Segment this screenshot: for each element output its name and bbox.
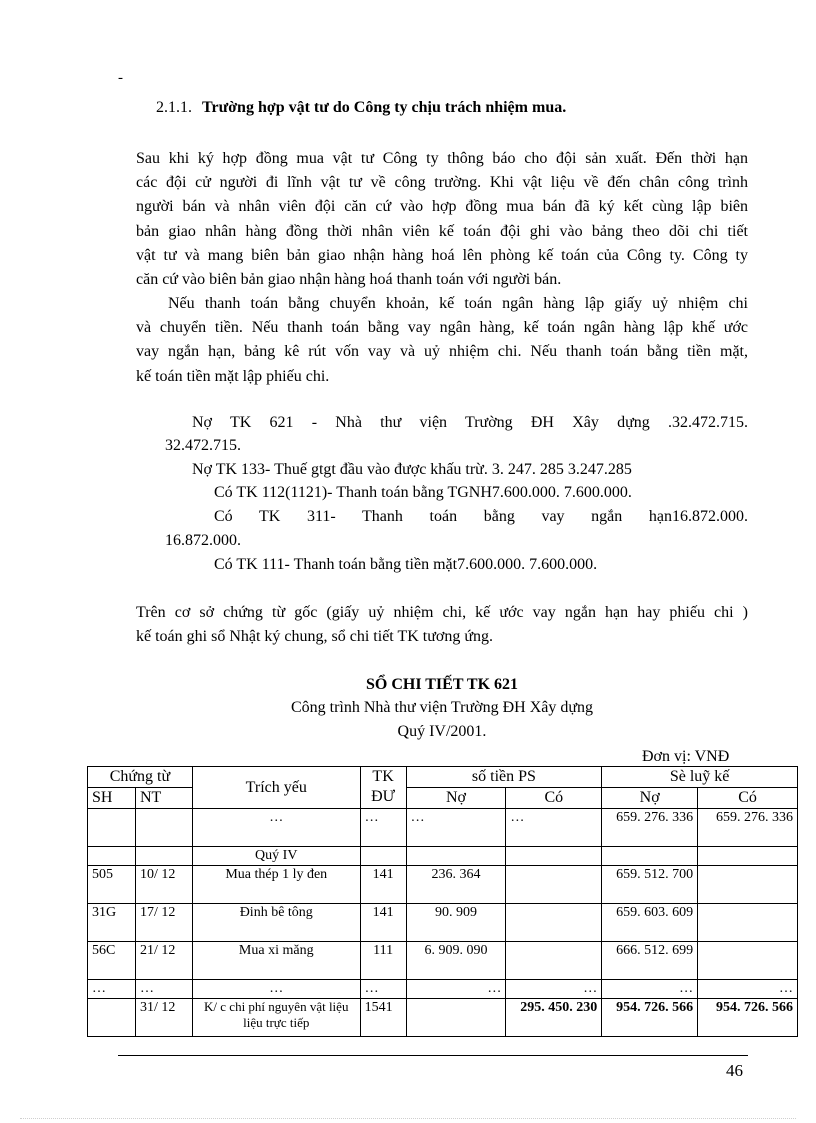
cell-credit <box>506 904 602 942</box>
cell-account: 111 <box>360 942 406 980</box>
header-amount: số tiền PS <box>406 767 602 788</box>
cell-cum-debit: 666. 512. 699 <box>602 942 698 980</box>
cell-debit <box>406 847 506 866</box>
table-row-total <box>88 999 798 1037</box>
table-row <box>88 866 798 904</box>
cell-summary: … <box>192 980 360 999</box>
cell-sh: 31G <box>88 904 136 942</box>
header-credit: Có <box>506 788 602 809</box>
cell-debit: … <box>406 809 506 847</box>
header-account: TK ĐƯ <box>360 767 406 809</box>
cell-debit: 6. 909. 090 <box>406 942 506 980</box>
footer-divider <box>118 1055 748 1056</box>
cell-debit: 236. 364 <box>406 866 506 904</box>
cell-nt: 10/ 12 <box>135 866 192 904</box>
ledger-subtitle: Công trình Nhà thư viện Trường ĐH Xây dựng <box>290 699 594 716</box>
cell-summary: K/ c chi phí nguyên vật liệu liệu trực tiếp <box>192 999 360 1037</box>
ledger-title: SỔ CHI TIẾT TK 621 <box>365 676 519 693</box>
paragraph-bookkeeping <box>136 601 748 649</box>
table-row <box>88 904 798 942</box>
cell-cum-credit <box>698 847 798 866</box>
cell-sh <box>88 809 136 847</box>
cell-credit: 295. 450. 230 <box>506 999 602 1037</box>
cell-cum-debit: 659. 512. 700 <box>602 866 698 904</box>
table-row <box>88 942 798 980</box>
text-line: vay ngắn hạn, bảng kê rút vốn vay và uỷ nhiệm chi. Nếu thanh toán bằng tiền mặt, <box>136 343 748 361</box>
cell-sh: … <box>88 980 136 999</box>
ledger-table <box>87 766 798 1037</box>
table-header-row <box>88 767 798 788</box>
cell-sh <box>88 847 136 866</box>
cell-cum-credit <box>698 866 798 904</box>
cell-nt: … <box>135 980 192 999</box>
cell-nt <box>135 847 192 866</box>
text-line: các đội cử người đi lĩnh vật tư về công trường. Khi vật liệu về đến chân công trình <box>136 174 748 192</box>
text-line: kế toán ghi sổ Nhật ký chung, sổ chi tiết TK tương ứng. <box>136 628 494 646</box>
cell-account: … <box>360 809 406 847</box>
cell-nt: 31/ 12 <box>135 999 192 1037</box>
cell-account <box>360 847 406 866</box>
cell-summary: … <box>192 809 360 847</box>
header-sh: SH <box>88 788 136 809</box>
cell-nt <box>135 809 192 847</box>
cell-debit <box>406 999 506 1037</box>
text-line: người bán và nhân viên đội căn cứ vào hợp đồng mua bán đã ký kết cùng lập biên <box>136 198 748 216</box>
journal-entry-debit-621 <box>192 411 748 435</box>
table-row <box>88 809 798 847</box>
cell-nt: 21/ 12 <box>135 942 192 980</box>
cell-cum-debit <box>602 847 698 866</box>
cell-debit: … <box>406 980 506 999</box>
section-number: 2.1.1. <box>156 99 192 116</box>
page-edge-dotted-line <box>20 1118 796 1119</box>
section-heading <box>156 99 566 117</box>
cell-summary: Quý IV <box>192 847 360 866</box>
header-debit: Nợ <box>406 788 506 809</box>
text-line: kế toán tiền mặt lập phiếu chi. <box>136 367 330 385</box>
journal-entry-debit-621-amount: 32.472.715. <box>165 437 241 454</box>
section-title: Trường hợp vật tư do Công ty chịu trách nhiệm mua. <box>202 99 567 116</box>
cell-account: 1541 <box>360 999 406 1037</box>
header-voucher: Chứng từ <box>88 767 193 788</box>
journal-entry-credit-311-amount: 16.872.000. <box>165 532 241 549</box>
cell-cum-debit: 659. 276. 336 <box>602 809 698 847</box>
journal-entry-credit-311 <box>214 505 748 529</box>
header-cum-debit: Nợ <box>602 788 698 809</box>
cell-sh: 505 <box>88 866 136 904</box>
cell-credit <box>506 942 602 980</box>
entry-text: Có TK 311- Thanh toán bằng vay ngắn hạn16.872.000. <box>214 508 748 525</box>
cell-nt: 17/ 12 <box>135 904 192 942</box>
ledger-period: Quý IV/2001. <box>397 723 487 740</box>
cell-credit <box>506 866 602 904</box>
cell-summary: Đinh bê tông <box>192 904 360 942</box>
text-line: và chuyển tiền. Nếu thanh toán bằng vay ngân hàng, kế toán ngân hàng lập khế ước <box>136 319 748 337</box>
paragraph-payment-methods <box>136 292 748 389</box>
cell-account: 141 <box>360 904 406 942</box>
cell-cum-credit <box>698 942 798 980</box>
text-line: căn cứ vào biên bản giao nhận hàng hoá thanh toán với người bán. <box>136 271 562 289</box>
cell-cum-debit: 954. 726. 566 <box>602 999 698 1037</box>
cell-account: … <box>360 980 406 999</box>
cell-summary: Mua xi măng <box>192 942 360 980</box>
header-nt: NT <box>135 788 192 809</box>
cell-cum-credit: … <box>698 980 798 999</box>
cell-cum-debit: 659. 603. 609 <box>602 904 698 942</box>
dash-marker: - <box>118 70 123 86</box>
journal-entry-credit-111: Có TK 111- Thanh toán bằng tiền mặt7.600.000. 7.600.000. <box>214 556 598 573</box>
header-summary: Trích yếu <box>192 767 360 809</box>
journal-entry-credit-112: Có TK 112(1121)- Thanh toán bằng TGNH7.600.000. 7.600.000. <box>214 484 632 501</box>
text-line: bản giao nhân hàng đồng thời nhân viên kế toán đội ghi vào bảng theo dõi chi tiết <box>136 222 748 240</box>
cell-cum-credit: 659. 276. 336 <box>698 809 798 847</box>
cell-credit: … <box>506 809 602 847</box>
ledger-unit: Đơn vị: VNĐ <box>642 748 730 765</box>
page-number: 46 <box>726 1061 743 1080</box>
paragraph-purchase-process <box>136 147 748 292</box>
cell-summary: Mua thép 1 ly đen <box>192 866 360 904</box>
cell-credit: … <box>506 980 602 999</box>
cell-sh <box>88 999 136 1037</box>
text-line: Sau khi ký hợp đồng mua vật tư Công ty thông báo cho đội sản xuất. Đến thời hạn <box>136 150 748 167</box>
text-line: Trên cơ sở chứng từ gốc (giấy uỷ nhiệm chi, kế ước vay ngắn hạn hay phiếu chi ) <box>136 604 748 621</box>
cell-sh: 56C <box>88 942 136 980</box>
header-cum-credit: Có <box>698 788 798 809</box>
cell-cum-debit: … <box>602 980 698 999</box>
table-row <box>88 980 798 999</box>
cell-debit: 90. 909 <box>406 904 506 942</box>
table-row <box>88 847 798 866</box>
header-cumulative: Sè luỹ kế <box>602 767 798 788</box>
text-line: vật tư và mang biên bản giao nhận hàng hoá lên phòng kế toán của Công ty. Công ty <box>136 246 748 264</box>
cell-cum-credit: 954. 726. 566 <box>698 999 798 1037</box>
journal-entry-debit-133: Nợ TK 133- Thuế gtgt đầu vào được khấu trừ. 3. 247. 285 3.247.285 <box>192 461 632 478</box>
cell-cum-credit <box>698 904 798 942</box>
cell-account: 141 <box>360 866 406 904</box>
cell-credit <box>506 847 602 866</box>
text-line: Nếu thanh toán bằng chuyển khoản, kế toán ngân hàng lập giấy uỷ nhiệm chi <box>168 295 748 312</box>
entry-text: Nợ TK 621 - Nhà thư viện Trường ĐH Xây dựng .32.472.715. <box>192 414 748 431</box>
